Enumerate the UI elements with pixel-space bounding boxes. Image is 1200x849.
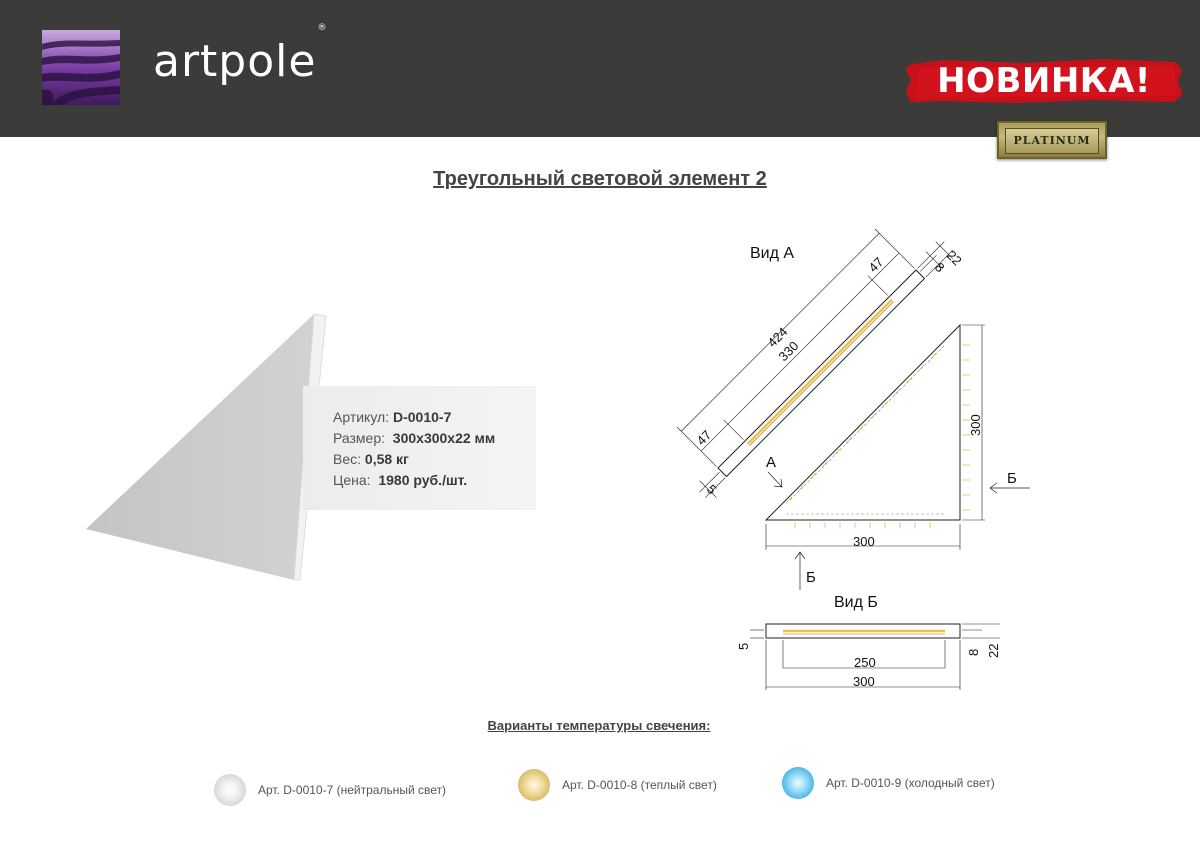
platinum-badge: PLATINUM (997, 121, 1107, 159)
dim-a-330: 330 (775, 338, 802, 365)
dim-b-250: 250 (854, 655, 876, 670)
new-badge: НОВИНКА! (904, 56, 1184, 106)
dim-a-47-bottom: 47 (693, 427, 715, 449)
dim-main-300-right: 300 (968, 414, 983, 436)
view-a-title: Вид А (750, 245, 795, 262)
price-row: Цена: 1980 руб./шт. (333, 472, 468, 488)
variant-label: Арт. D-0010-7 (нейтральный свет) (258, 783, 447, 797)
weight-row: Вес: 0,58 кг (333, 451, 409, 467)
article-row: Артикул: D-0010-7 (333, 409, 452, 425)
dim-a-22: 22 (943, 247, 965, 269)
cold-light-swatch-icon (782, 767, 814, 799)
dim-a-8: 8 (931, 259, 948, 276)
marker-a: А (766, 454, 777, 471)
dim-b-5: 5 (736, 642, 751, 650)
dim-a-47-top: 47 (865, 254, 887, 276)
page-title: Треугольный световой элемент 2 (433, 168, 767, 190)
neutral-light-swatch-icon (214, 774, 246, 806)
view-b-title: Вид Б (834, 594, 878, 611)
variant-label: Арт. D-0010-8 (теплый свет) (562, 778, 717, 792)
dim-a-424: 424 (764, 324, 791, 351)
dim-a-5: 5 (703, 481, 720, 498)
warm-light-swatch-icon (518, 769, 550, 801)
size-row: Размер: 300х300х22 мм (333, 430, 496, 446)
brand-name[interactable]: artpole® (153, 23, 328, 87)
dim-main-300-bottom: 300 (853, 534, 875, 549)
marker-b-right: Б (1007, 470, 1017, 487)
dim-b-300: 300 (853, 674, 875, 689)
dim-b-22: 22 (986, 643, 1001, 658)
variants-title: Варианты температуры свечения: (487, 718, 711, 733)
marker-b-bottom: Б (806, 569, 816, 586)
dim-b-8: 8 (966, 648, 981, 656)
variant-label: Арт. D-0010-9 (холодный свет) (826, 776, 995, 790)
